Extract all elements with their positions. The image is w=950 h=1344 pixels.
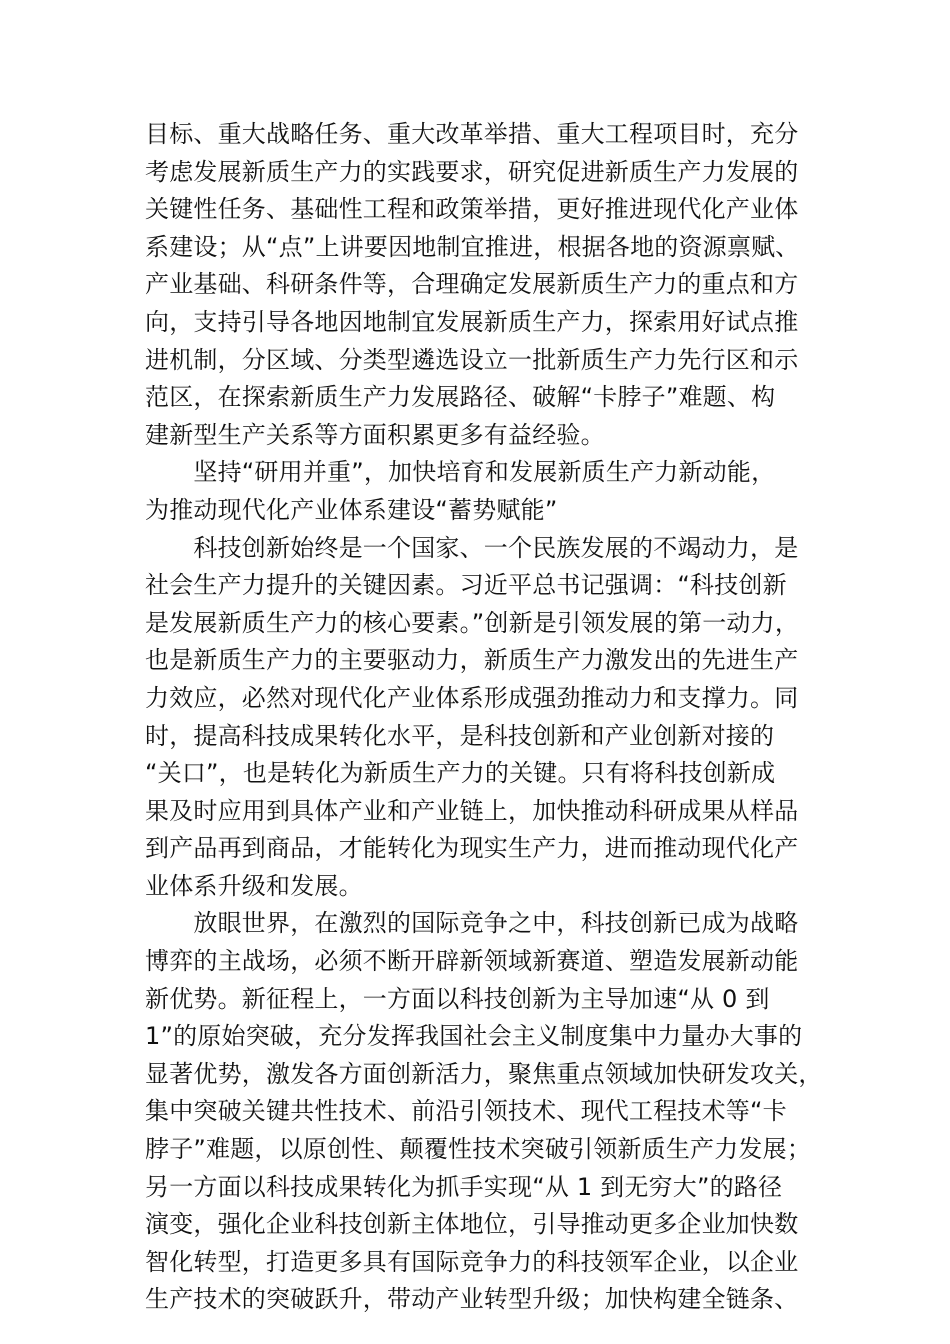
text-line: 系建设；从“点”上讲要因地制宜推进，根据各地的资源禀赋、 — [145, 232, 800, 261]
text-line: 考虑发展新质生产力的实践要求，研究促进新质生产力发展的 — [145, 157, 799, 186]
text-line: 业体系升级和发展。 — [145, 871, 363, 900]
text-line: 到产品再到商品，才能转化为现实生产力，进而推动现代化产 — [145, 834, 799, 863]
text-line: 是发展新质生产力的核心要素。”创新是引领发展的第一动力， — [145, 608, 800, 637]
article-body — [145, 116, 823, 1319]
text-line: “关口”，也是转化为新质生产力的关键。只有将科技创新成 — [145, 759, 776, 788]
text-line: 放眼世界，在激烈的国际竞争之中，科技创新已成为战略 — [145, 909, 799, 938]
text-line: 生产技术的突破跃升，带动产业转型升级；加快构建全链条、 — [145, 1285, 799, 1314]
section-heading-line: 坚持“研用并重”，加快培育和发展新质生产力新动能， — [145, 458, 776, 487]
text-line: 产业基础、科研条件等，合理确定发展新质生产力的重点和方 — [145, 270, 799, 299]
text-line: 社会生产力提升的关键因素。习近平总书记强调：“科技创新 — [145, 571, 787, 600]
text-line: 建新型生产关系等方面积累更多有益经验。 — [145, 420, 605, 449]
text-line: 科技创新始终是一个国家、一个民族发展的不竭动力，是 — [145, 533, 799, 562]
text-line: 也是新质生产力的主要驱动力，新质生产力激发出的先进生产 — [145, 646, 799, 675]
text-line: 1”的原始突破，充分发挥我国社会主义制度集中力量办大事的 — [145, 1022, 803, 1051]
text-line: 演变，强化企业科技创新主体地位，引导推动更多企业加快数 — [145, 1210, 799, 1239]
text-line: 目标、重大战略任务、重大改革举措、重大工程项目时，充分 — [145, 120, 799, 148]
text-line: 果及时应用到具体产业和产业链上，加快推动科研成果从样品 — [145, 796, 799, 825]
text-line: 力效应，必然对现代化产业体系形成强劲推动力和支撑力。同 — [145, 683, 799, 712]
text-line: 范区，在探索新质生产力发展路径、破解“卡脖子”难题、构 — [145, 383, 776, 412]
text-line: 时，提高科技成果转化水平，是科技创新和产业创新对接的 — [145, 721, 775, 750]
text-line: 脖子”难题，以原创性、颠覆性技术突破引领新质生产力发展； — [145, 1135, 812, 1164]
section-heading-line: 为推动现代化产业体系建设“蓄势赋能” — [145, 495, 558, 524]
text-line: 关键性任务、基础性工程和政策举措，更好推进现代化产业体 — [145, 195, 799, 224]
text-line: 智化转型，打造更多具有国际竞争力的科技领军企业，以企业 — [145, 1247, 799, 1276]
text-line: 另一方面以科技成果转化为抓手实现“从 1 到无穷大”的路径 — [145, 1172, 783, 1201]
text-line: 向，支持引导各地因地制宜发展新质生产力，探索用好试点推 — [145, 307, 799, 336]
text-line: 显著优势，激发各方面创新活力，聚焦重点领域加快研发攻关， — [145, 1059, 823, 1088]
text-line: 集中突破关键共性技术、前沿引领技术、现代工程技术等“卡 — [145, 1097, 787, 1126]
text-line: 新优势。新征程上，一方面以科技创新为主导加速“从 0 到 — [145, 984, 770, 1013]
text-line: 博弈的主战场，必须不断开辟新领域新赛道、塑造发展新动能 — [145, 947, 799, 976]
text-line: 进机制，分区域、分类型遴选设立一批新质生产力先行区和示 — [145, 345, 799, 374]
